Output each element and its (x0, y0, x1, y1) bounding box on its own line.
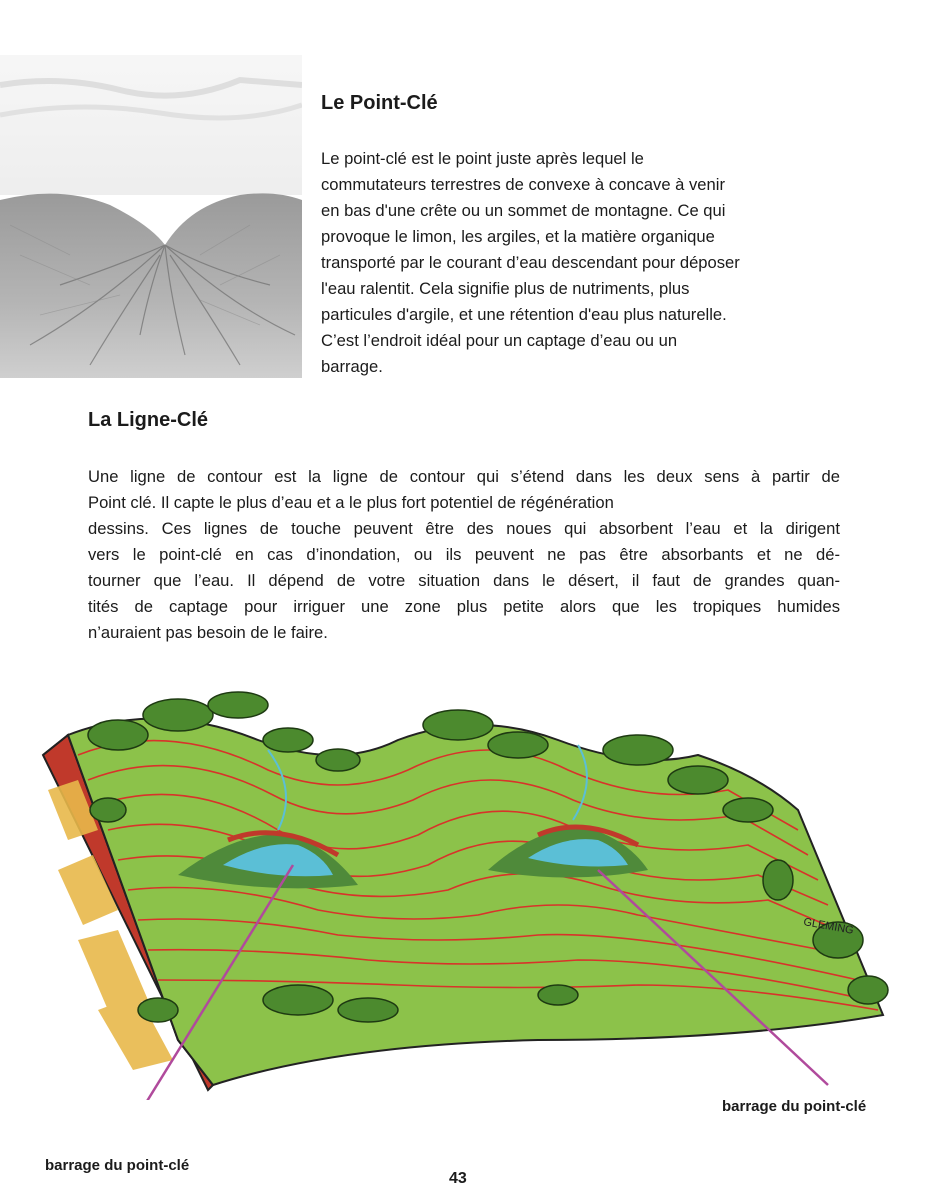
section-title-ligne-cle: La Ligne-Clé (88, 409, 209, 431)
paragraph-line: n’auraient pas besoin de le faire. (88, 623, 328, 642)
artist-signature: GLEMING (802, 916, 855, 937)
paragraph-line: dessins. Ces lignes de touche peuvent être des noues qui absorbent l’eau et la dirigent (88, 519, 840, 538)
paragraph-point-cle: Le point-clé est le point juste après lequel le commutateurs terrestres de convexe à concave à venir en bas d'une crête ou un sommet de montagne. Ce qui provoque le limon, les argiles, et la matière organique transporté par le courant d’eau descendant pour déposer l'eau ralentit. Cela signifie plus de nutriments, plus particules d'argile, et une rétention d'eau plus naturelle. C’est l’endroit idéal pour un captage d’eau ou un barrage. (321, 149, 740, 376)
keyline-landscape-illustration (38, 680, 918, 1100)
paragraph-line: vers le point-clé en cas d’inondation, ou ils peuvent ne pas être absorbants et ne dé- (88, 545, 840, 564)
valley-sketch (0, 55, 302, 378)
paragraph-line: Une ligne de contour est la ligne de contour qui s’étend dans les deux sens à partir de (88, 467, 840, 486)
paragraph-ligne-cle (88, 464, 840, 646)
paragraph-line: Point clé. Il capte le plus d’eau et a le plus fort potentiel de régénération (88, 493, 614, 512)
caption-left: barrage du point-clé (45, 1157, 190, 1174)
page-number: 43 (449, 1170, 467, 1187)
section-title-point-cle: Le Point-Clé (321, 92, 438, 114)
paragraph-line: tités de captage pour irriguer une zone plus petite alors que les tropiques humides (88, 597, 840, 616)
paragraph-line: tourner que l’eau. Il dépend de votre situation dans le désert, il faut de grandes quan- (88, 571, 840, 590)
caption-right: barrage du point-clé (722, 1098, 867, 1115)
